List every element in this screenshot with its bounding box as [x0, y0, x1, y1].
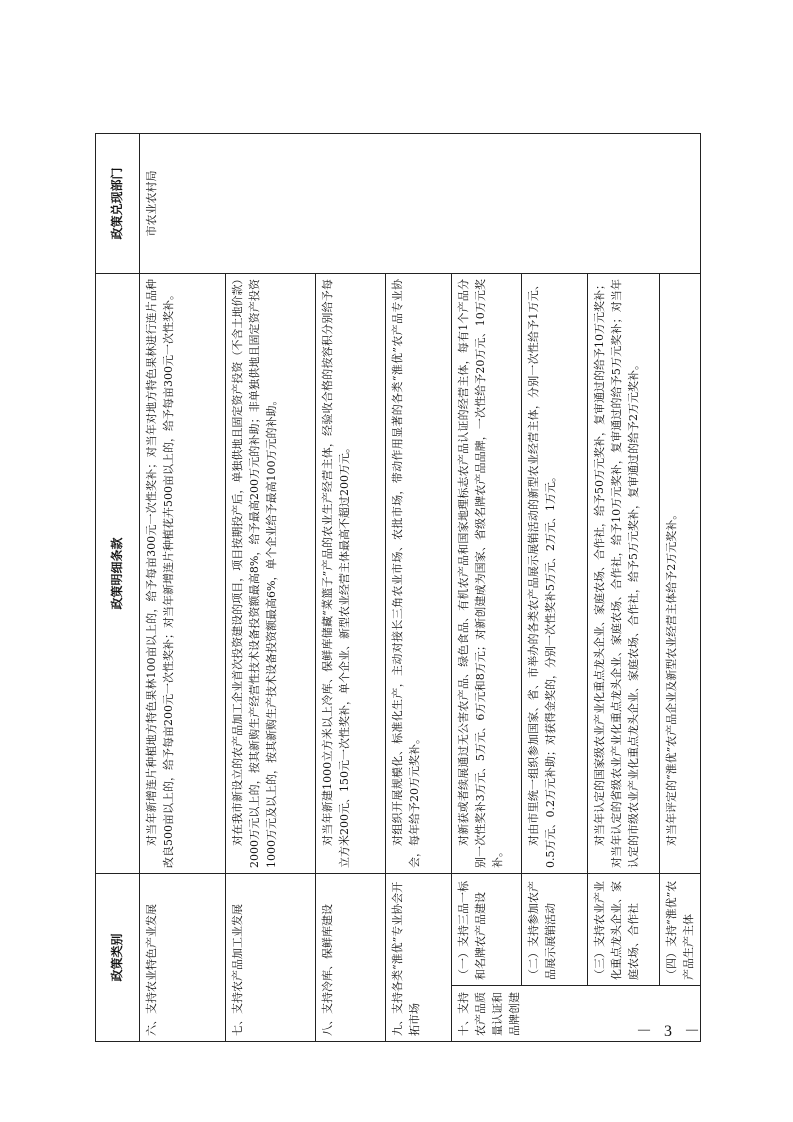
page-number: － 3 － [636, 1023, 705, 1040]
subcategory-cell: （二）支持参加农产品展示展销活动 [522, 873, 588, 985]
header-category: 政策类别 [96, 873, 140, 1041]
group-category-cell: 十、支持农产品质量认证和品牌创建 [452, 986, 701, 1042]
detail-cell: 对当年认定的国家级农业产业化重点龙头企业、家庭农场、合作社，给予50万元奖补，复审通过的给予10万元奖补；对当年认定的省级农业产业化重点龙头企业、家庭农场、合作社，给予10万元奖补，复审通过的给予5万元奖补；对当年认定的市级农业产业化重点龙头企业、家庭农场、合作社，给予5万元奖补，复审通过的给予2万元奖补。 [588, 273, 660, 873]
detail-cell: 对组织开展规模化、标准化生产，主动对接长三角农业市场、农批市场，带动作用显著的各类“淮优”农产品专业协会，每年给予20万元奖补。 [386, 273, 452, 873]
detail-cell: 对由市里统一组织参加国家、省、市举办的各类农产品展示展销活动的新型农业经营主体，分别一次性给予1万元、0.5万元、0.2万元补助；对获得金奖的，分别一次性奖补5万元、2万元、1万元。 [522, 273, 588, 873]
header-department: 政策兑现部门 [96, 133, 140, 273]
detail-cell: 对新获或者续展通过无公害农产品、绿色食品、有机农产品和国家地理标志农产品认证的经营主体，每有1个产品分别一次性奖补3万元、5万元、6万元和8万元；对新创建成为国家、省级名牌农产品品牌，一次性给予20万元、10万元奖补。 [452, 273, 522, 873]
department-cell: 市农业农村局 [140, 133, 701, 273]
detail-cell: 对在我市新设立的农产品加工企业首次投资建设的项目，项目按期投产后，单独供地且固定资产投资（不含土地价款）2000万元以上的，按其新购生产经营性技术设备投资额最高8%，给予最高200万元的补助；非单独供地且固定资产投资1000万元及以上的，按其新购生产技术设备投资额最高6%，单个企业给予最高100万元的补助。 [226, 273, 316, 873]
detail-cell: 对当年新建1000立方米以上冷库、保鲜库储藏“菜篮子”产品的农业生产经营主体，经验收合格的按容积分别给予每立方米200元、150元一次性奖补，单个企业、新型农业经营主体最高不超过200万元。 [316, 273, 386, 873]
table-row [140, 133, 226, 1041]
detail-cell: 对当年新增连片种植地方特色果林100亩以上的，给予每亩300元一次性奖补；对当年对地方特色果林进行连片品种改良500亩以上的，给予每亩200元一次性奖补；对当年新增连片种植花卉500亩以上的，给予每亩300元一次性奖补。 [140, 273, 226, 873]
category-cell: 六、支持农业特色产业发展 [140, 873, 226, 1041]
category-cell: 八、支持冷库、保鲜库建设 [316, 873, 386, 1041]
subcategory-cell: （一）支持三品一标和名牌农产品建设 [452, 873, 522, 985]
subcategory-cell: （三）支持农业产业化重点龙头企业、家庭农场、合作社 [588, 873, 660, 985]
header-detail: 政策明细条款 [96, 273, 140, 873]
category-cell: 九、支持各类“淮优”专业协会开拓市场 [386, 873, 452, 1041]
category-cell: 七、支持农产品加工业发展 [226, 873, 316, 1041]
rotated-page [95, 134, 698, 1042]
detail-cell: 对当年评定的“淮优”农产品企业及新型农业经营主体给予2万元奖补。 [660, 273, 701, 873]
subcategory-cell: （四）支持“淮优”农产品生产主体 [660, 873, 701, 985]
policy-table [95, 133, 701, 1042]
